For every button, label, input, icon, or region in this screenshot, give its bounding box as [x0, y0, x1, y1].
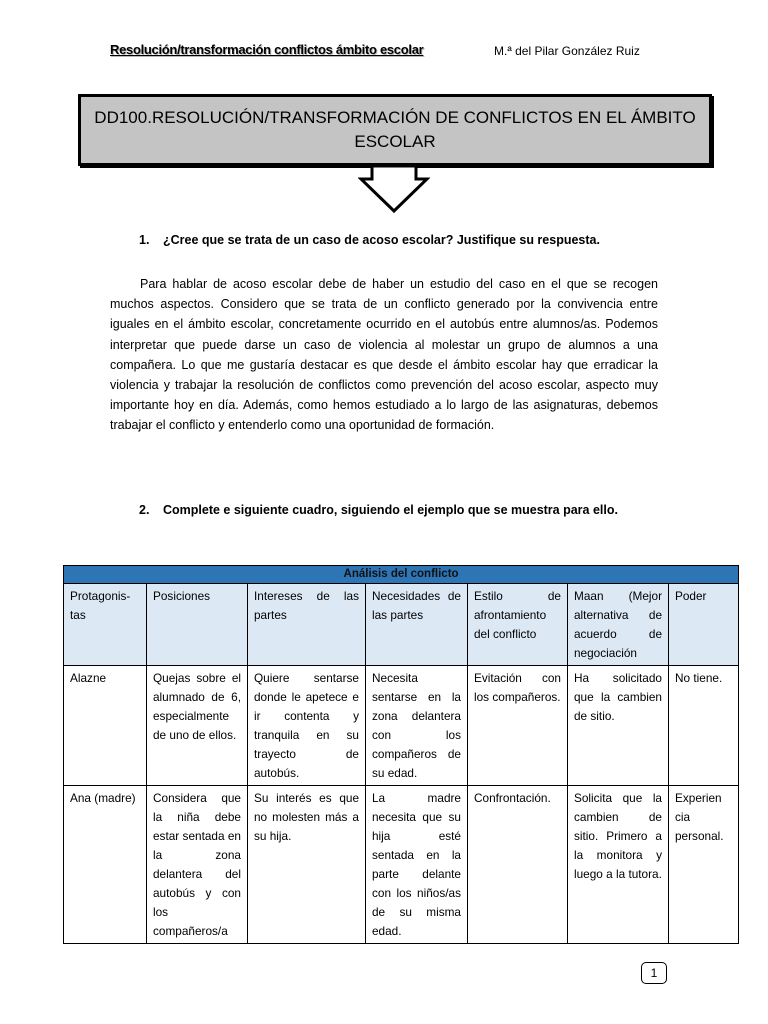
question-2-text: Complete e siguiente cuadro, siguiendo el ejemplo que se muestra para ello. [163, 503, 618, 517]
table-cell: No tiene. [669, 666, 739, 786]
question-1 [139, 233, 600, 247]
title-line-2: ESCOLAR [354, 132, 436, 151]
table-cell: Experien cia personal. [669, 786, 739, 944]
header-cell: Maan (Mejor alternativa de acuerdo de negociación [568, 584, 669, 666]
question-1-text: ¿Cree que se trata de un caso de acoso escolar? Justifique su respuesta. [163, 233, 600, 247]
table-cell: Ana (madre) [64, 786, 147, 944]
down-arrow-icon [358, 166, 430, 214]
header-cell: Protagonis-tas [64, 584, 147, 666]
table-cell: Quiere sentarse donde le apetece e ir contenta y tranquila en su trayecto de autobús. [248, 666, 366, 786]
table-row [64, 666, 739, 786]
header-cell: Posiciones [147, 584, 248, 666]
question-1-number: 1. [139, 233, 150, 247]
table-cell: Quejas sobre el alumnado de 6, especialmente de uno de ellos. [147, 666, 248, 786]
question-2-number: 2. [139, 503, 150, 517]
table-cell: Considera que la niña debe estar sentada en la zona delantera del autobús y con los compañeros/a [147, 786, 248, 944]
title-line-1: DD100.RESOLUCIÓN/TRANSFORMACIÓN DE CONFLICTOS EN EL ÁMBITO [94, 108, 696, 127]
header-author: M.ª del Pilar González Ruiz [494, 44, 640, 58]
header-cell: Intereses de las partes [248, 584, 366, 666]
header-cell: Necesidades de las partes [366, 584, 468, 666]
table-caption: Análisis del conflicto [64, 566, 739, 584]
header-cell: Poder [669, 584, 739, 666]
answer-1-paragraph: Para hablar de acoso escolar debe de haber un estudio del caso en el que se recogen muchos aspectos. Considero que se trata de un conflicto generado por la convivencia entre iguales en el ámbito escolar, concretamente ocurrido en el autobús entre alumnos/as. Podemos interpretar que puede darse un caso de violencia al molestar un grupo de alumnos a una compañera. Lo que me gustaría destacar es que desde el ámbito escolar hay que erradicar la violencia y trabajar la resolución de conflictos como prevención del acoso escolar, aspecto muy importante hoy en día. Además, como hemos estudiado a lo largo de las asignaturas, debemos trabajar el conflicto y entenderlo como una oportunidad de formación. [110, 277, 658, 433]
table-cell: Su interés es que no molesten más a su hija. [248, 786, 366, 944]
question-2 [139, 503, 618, 517]
title-callout [78, 94, 712, 166]
table-header-row [64, 584, 739, 666]
page-title [94, 106, 695, 154]
table-cell: Evitación con los compañeros. [468, 666, 568, 786]
header-cell: Estilo de afrontamiento del conflicto [468, 584, 568, 666]
table-row [64, 786, 739, 944]
header-doc-title: Resolución/transformación conflictos ámbito escolar [110, 42, 424, 57]
table-cell: Confrontación. [468, 786, 568, 944]
conflict-analysis-table [63, 565, 739, 944]
table-cell: Alazne [64, 666, 147, 786]
table-cell: Solicita que la cambien de sitio. Primero a la monitora y luego a la tutora. [568, 786, 669, 944]
table-cell: Necesita sentarse en la zona delantera con los compañeros de su edad. [366, 666, 468, 786]
table-cell: Ha solicitado que la cambien de sitio. [568, 666, 669, 786]
table-cell: La madre necesita que su hija esté sentada en la parte delante con los niños/as de su misma edad. [366, 786, 468, 944]
page-number: 1 [641, 962, 667, 984]
